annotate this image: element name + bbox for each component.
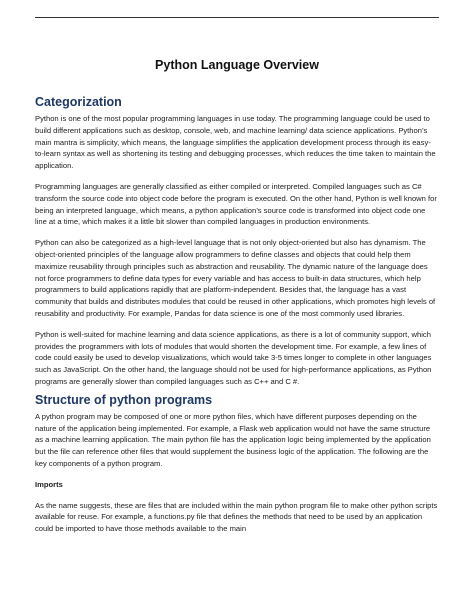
subheading-imports: Imports [35,479,63,489]
header-rule [35,17,439,18]
paragraph: Python can also be categorized as a high-level language that is not only object-oriented but also has dynamism. The object-oriented principles of the language allow programmers to define classes and objects that could help them maximize reusability through principles such as abstraction and reusability. The dynamic nature of the language does not force programmers to define data types for every variable and has access to built-in data structures, which help programmers to build applications rapidly that are platform-independent. Besides that, the language has a vast community that builds and distributes modules that could be reused in other applications, which promotes high levels of reusability and productivity. For example, Pandas for data science is one of the most commonly used libraries. [35,238,436,318]
paragraph: Python is one of the most popular programming languages in use today. The programming language could be used to build different applications such as desktop, console, web, and machine learning/ data science applications. Python’s main mantra is simplicity, which means, the language simplifies the application development process through its easy-to-learn syntax as well as shortening its testing and debugging processes, which reduces the time taken to maintain the application. [35,114,436,171]
paragraph: As the name suggests, these are files that are included within the main python program file to make other python scripts available for reuse. For example, a functions.py file that defines the methods that need to be used by an application could be imported to have those methods available to the main [35,500,438,534]
document-page [35,28,439,535]
paragraph: Programming languages are generally classified as either compiled or interpreted. Compiled languages such as C# transform the source code into object code before the program is executed. On the other hand, Python is well known for being an interpreted language, which means, a python application’s source code is transformed into object code one line at a time, which makes it a little bit slower than compiled languages in production environments. [35,181,437,227]
paragraph: A python program may be composed of one or more python files, which have different purposes depending on the nature of the application being implemented. For example, a Flask web application would not have the same structure as a machine learning application. The main python file has the application logic being implemented by the application but the file can reference other files that would supplement the business logic of the application. The following are the key components of a python program. [35,411,431,468]
section-heading-structure: Structure of python programs [35,392,213,407]
document-title: Python Language Overview [155,58,319,72]
paragraph: Python is well-suited for machine learning and data science applications, as there is a lot of community support, which provides the programmers with lots of modules that would shorten the development time. For example, a few lines of code could easily be used to develop visualizations, which would take 3-5 times longer to complete in other languages such as JavaScript. On the other hand, the language should not be used for high-performance applications, as Python programs are generally slower than compiled languages such as C++ and C #. [35,329,432,386]
section-heading-categorization: Categorization [35,95,122,109]
